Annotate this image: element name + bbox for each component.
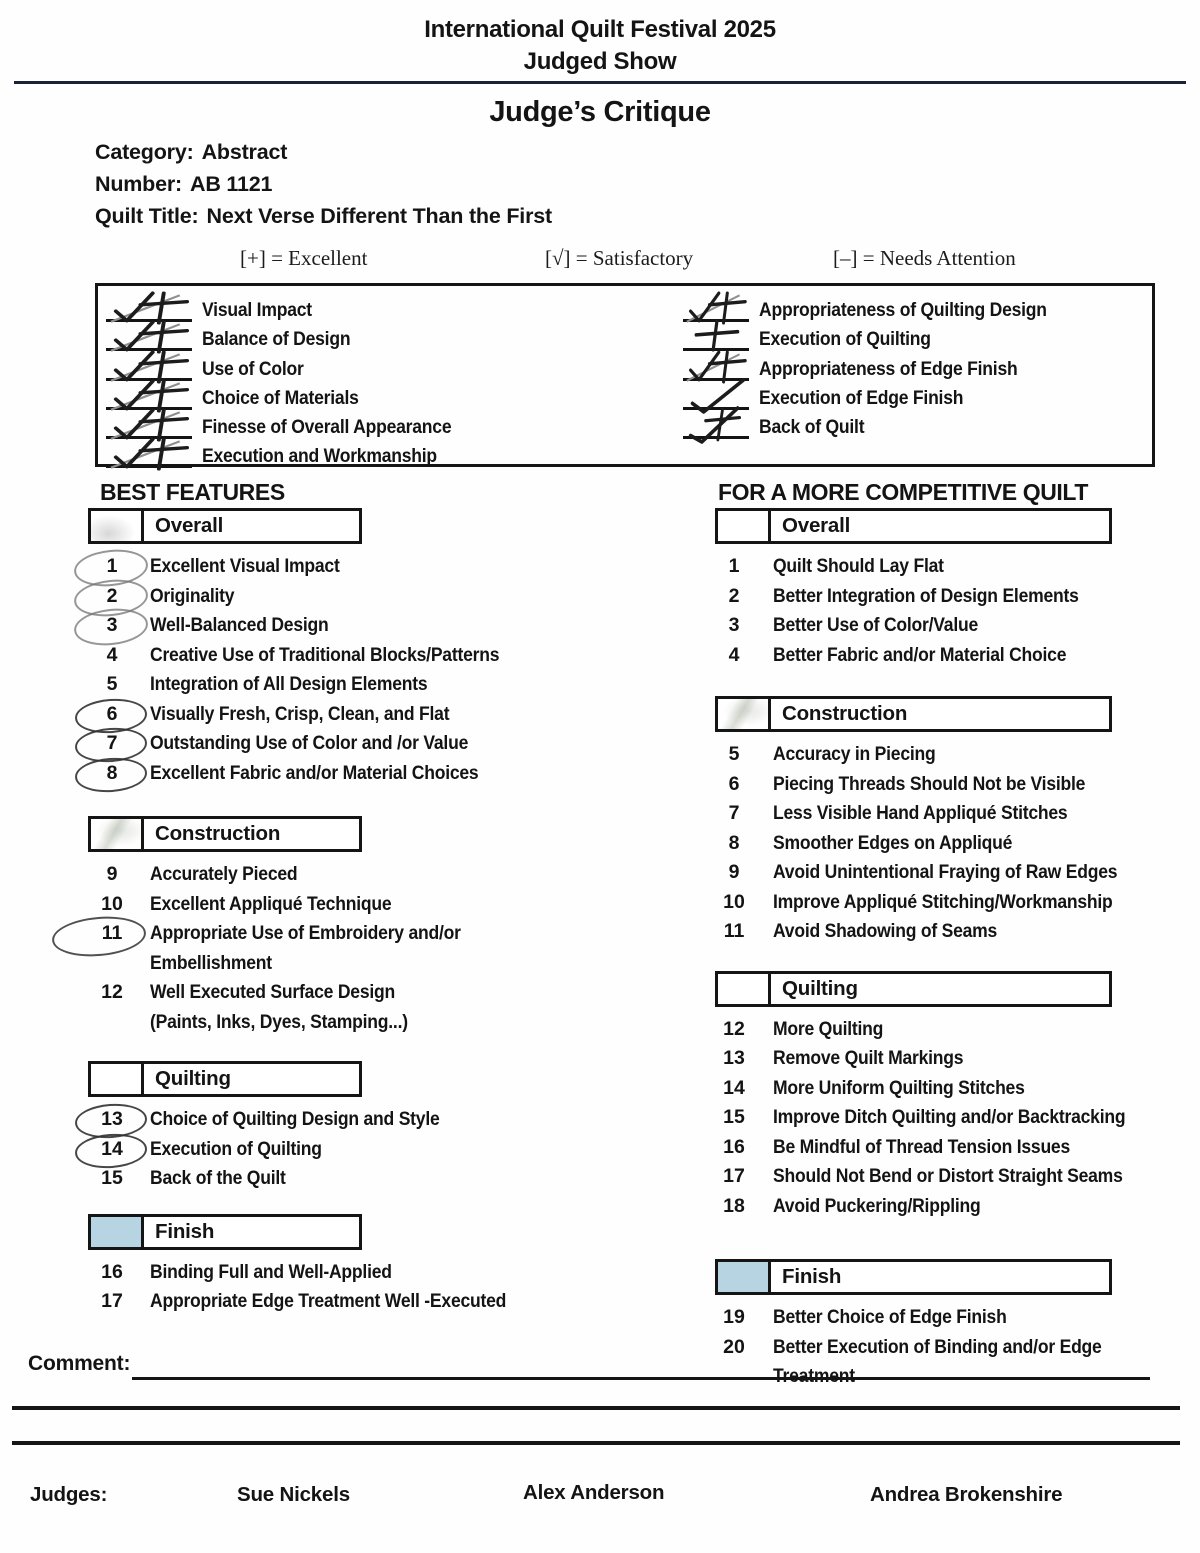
item-number: 12: [723, 1017, 745, 1040]
item-text: Outstanding Use of Color and /or Value: [150, 732, 469, 754]
section-name: Overall: [782, 514, 851, 537]
checklist-item[interactable]: [88, 670, 648, 700]
legend-needs-attention: [–] = Needs Attention: [833, 246, 1016, 270]
rating-row: [683, 293, 1079, 322]
rating-label: Appropriateness of Edge Finish: [759, 357, 1018, 380]
checklist-item[interactable]: [88, 582, 648, 612]
section-header-quilting: [88, 1061, 362, 1097]
checklist-item[interactable]: [88, 1105, 648, 1135]
item-number: [88, 1135, 136, 1165]
ratings-left-column: [106, 293, 479, 468]
handwritten-circle: 2: [88, 582, 136, 612]
rating-mark-field[interactable]: [106, 443, 192, 468]
legend-satisfactory: [√] = Satisfactory: [545, 246, 694, 270]
item-number: 8: [728, 831, 740, 854]
item-text: Improve Appliqué Stitching/Workmanship: [773, 890, 1113, 913]
item-number: 16: [101, 1260, 123, 1283]
item-number: 4: [728, 643, 740, 666]
rating-mark-field[interactable]: [683, 414, 749, 439]
item-text: Better Use of Color/Value: [773, 614, 979, 636]
rating-row: [683, 381, 1079, 410]
section-name: Overall: [155, 514, 224, 537]
rating-label: Execution and Workmanship: [202, 445, 437, 468]
item-number: [88, 552, 136, 582]
section-name: Quilting: [155, 1067, 231, 1090]
checklist-item[interactable]: [715, 1044, 1195, 1074]
item-text: Should Not Bend or Distort Straight Seams: [773, 1165, 1123, 1187]
festival-title: International Quilt Festival 2025: [424, 16, 776, 43]
rating-row: [106, 439, 479, 468]
item-number: 5: [106, 673, 118, 695]
section-items: [715, 1015, 1195, 1222]
checklist-item[interactable]: [88, 611, 648, 641]
checklist-item[interactable]: [715, 1103, 1195, 1133]
section-header-quilting: [715, 971, 1112, 1007]
page-title: Judge’s Critique: [489, 96, 711, 128]
item-text: Better Execution of Binding and/or Edge Treatment: [773, 1335, 1102, 1387]
section-name: Finish: [155, 1219, 215, 1243]
show-subtitle: Judged Show: [523, 48, 677, 75]
rating-row: [683, 322, 1079, 351]
comment-label: Comment:: [28, 1352, 131, 1375]
handwritten-circle: 11: [88, 919, 136, 949]
item-text: Better Integration of Design Elements: [773, 584, 1079, 607]
comment-line-3[interactable]: [12, 1441, 1180, 1445]
item-number: 11: [723, 920, 745, 942]
quilt-title-line: [95, 204, 552, 229]
item-text: Quilt Should Lay Flat: [773, 555, 944, 577]
section-items: [88, 552, 648, 788]
rating-row: [106, 322, 479, 351]
checklist-item[interactable]: [715, 888, 1195, 918]
check-plus-mark-icon: [106, 436, 192, 472]
checklist-item[interactable]: [88, 1135, 648, 1165]
section-header-construction: [715, 696, 1112, 732]
section-items: [88, 1105, 648, 1194]
checklist-item[interactable]: [715, 552, 1195, 582]
checklist-item[interactable]: [88, 978, 648, 1037]
checklist-item[interactable]: [88, 1164, 648, 1194]
item-text: Better Choice of Edge Finish: [773, 1306, 1007, 1328]
section-checkbox[interactable]: [718, 699, 771, 729]
number-value: AB 1121: [190, 172, 273, 196]
handwritten-circle: 13: [88, 1105, 136, 1135]
rating-label: Back of Quilt: [759, 415, 865, 438]
item-number: [88, 582, 136, 612]
ratings-box: [95, 283, 1155, 467]
item-text: Remove Quilt Markings: [773, 1047, 964, 1069]
rating-row: [683, 410, 1079, 439]
item-number: 9: [106, 863, 118, 885]
checklist-item[interactable]: [715, 858, 1195, 888]
checklist-item[interactable]: [88, 1258, 648, 1288]
rating-label: Appropriateness of Quilting Design: [759, 299, 1047, 322]
checklist-item[interactable]: [715, 1015, 1195, 1045]
item-text: Avoid Unintentional Fraying of Raw Edges: [773, 861, 1118, 883]
item-number: 19: [723, 1306, 745, 1328]
checklist-item[interactable]: [715, 582, 1195, 612]
section-header-overall: [715, 508, 1112, 544]
item-number: 3: [728, 614, 740, 636]
item-number: 6: [728, 772, 740, 795]
section-header-construction: [88, 816, 362, 852]
category-label: Category:: [95, 140, 194, 164]
item-text: Choice of Quilting Design and Style: [150, 1108, 440, 1130]
item-number: 15: [723, 1106, 745, 1128]
quilt-title-value: Next Verse Different Than the First: [206, 204, 552, 228]
checklist-item[interactable]: [88, 890, 648, 920]
checklist-item[interactable]: [715, 641, 1195, 671]
item-number: 17: [723, 1165, 745, 1187]
section-checkbox[interactable]: [718, 974, 771, 1004]
item-text: Be Mindful of Thread Tension Issues: [773, 1135, 1071, 1158]
item-text: Originality: [150, 584, 235, 607]
section-header-finish: [715, 1259, 1112, 1295]
item-text: Well-Balanced Design: [150, 614, 329, 636]
handwritten-circle: 14: [88, 1135, 136, 1165]
section-items: [715, 552, 1195, 670]
item-text: More Uniform Quilting Stitches: [773, 1076, 1025, 1099]
item-text: Execution of Quilting: [150, 1137, 322, 1160]
legend-excellent: [+] = Excellent: [240, 246, 368, 270]
item-text: Appropriate Edge Treatment Well -Executed: [150, 1290, 507, 1312]
checklist-item[interactable]: [88, 919, 648, 978]
item-number: 15: [101, 1167, 123, 1189]
item-text: Avoid Shadowing of Seams: [773, 920, 998, 942]
item-text: Excellent Visual Impact: [150, 555, 340, 577]
checklist-item[interactable]: [715, 799, 1195, 829]
checklist-item[interactable]: [715, 917, 1195, 947]
handwritten-circle: 3: [88, 611, 136, 641]
handwritten-circle: 1: [88, 552, 136, 582]
judges-label: Judges:: [30, 1483, 108, 1506]
section-checkbox[interactable]: [718, 1262, 771, 1292]
rating-label: Visual Impact: [202, 299, 312, 322]
item-number: 20: [723, 1335, 745, 1358]
checklist-item[interactable]: [715, 740, 1195, 770]
item-number: [88, 759, 136, 789]
item-text: More Quilting: [773, 1017, 884, 1040]
item-text: Excellent Fabric and/or Material Choices: [150, 761, 479, 784]
rating-label: Use of Color: [202, 357, 304, 380]
best-features-column: [88, 508, 648, 1317]
checklist-item[interactable]: [715, 1133, 1195, 1163]
category-line: [95, 140, 287, 165]
section-checkbox[interactable]: [91, 511, 144, 541]
rating-label: Finesse of Overall Appearance: [202, 415, 452, 438]
section-header-overall: [88, 508, 362, 544]
item-text: Appropriate Use of Embroidery and/or Embellishment: [150, 922, 461, 974]
item-text: Improve Ditch Quilting and/or Backtracking: [773, 1106, 1126, 1128]
checklist-item[interactable]: [88, 552, 648, 582]
item-text: Less Visible Hand Appliqué Stitches: [773, 802, 1068, 824]
item-text: Creative Use of Traditional Blocks/Patterns: [150, 643, 500, 666]
item-text: Better Fabric and/or Material Choice: [773, 643, 1067, 666]
section-items: [88, 860, 648, 1037]
item-number: 12: [101, 981, 123, 1003]
section-checkbox[interactable]: [91, 1064, 144, 1094]
section-checkbox[interactable]: [91, 1217, 144, 1247]
item-text: Accuracy in Piecing: [773, 743, 936, 765]
section-name: Construction: [782, 702, 908, 725]
checklist-item[interactable]: [715, 829, 1195, 859]
competitive-heading: FOR A MORE COMPETITIVE QUILT: [718, 479, 1088, 505]
item-number: 16: [723, 1135, 745, 1158]
handwritten-circle: 7: [88, 729, 136, 759]
rating-row: [106, 410, 479, 439]
item-number: [88, 1105, 136, 1135]
section-items: [715, 740, 1195, 947]
section-name: Construction: [155, 822, 281, 845]
item-number: 1: [728, 555, 740, 577]
item-number: 14: [723, 1076, 745, 1099]
ratings-right-column: [683, 293, 1079, 439]
checklist-item[interactable]: [715, 1074, 1195, 1104]
item-text: Binding Full and Well-Applied: [150, 1260, 392, 1283]
best-features-heading: BEST FEATURES: [100, 479, 285, 505]
section-name: Finish: [782, 1265, 842, 1288]
item-text: Piecing Threads Should Not be Visible: [773, 772, 1086, 795]
checklist-item[interactable]: [88, 641, 648, 671]
competitive-column: [715, 508, 1195, 1392]
item-number: 10: [101, 892, 123, 915]
item-number: 17: [101, 1290, 123, 1312]
rating-label: Balance of Design: [202, 328, 351, 351]
judge-name-2: Alex Anderson: [523, 1481, 665, 1504]
item-number: 9: [728, 861, 740, 883]
comment-input-line[interactable]: [132, 1355, 1150, 1380]
rating-label: Execution of Quilting: [759, 328, 931, 351]
checklist-item[interactable]: [88, 700, 648, 730]
handwritten-circle: 8: [88, 759, 136, 789]
item-number: 13: [723, 1047, 745, 1069]
checklist-item[interactable]: [88, 860, 648, 890]
item-number: [88, 611, 136, 641]
category-value: Abstract: [201, 140, 288, 164]
rating-row: [683, 351, 1079, 380]
rating-label: Execution of Edge Finish: [759, 386, 964, 409]
number-label: Number:: [95, 172, 182, 196]
item-number: 2: [728, 584, 740, 607]
item-text: Excellent Appliqué Technique: [150, 892, 392, 915]
section-name: Quilting: [782, 976, 858, 1000]
rating-row: [106, 351, 479, 380]
item-number: 7: [728, 802, 740, 824]
check-plus-big-mark-icon: [683, 407, 749, 443]
section-checkbox[interactable]: [91, 819, 144, 849]
checklist-item[interactable]: [88, 1287, 648, 1317]
checklist-item[interactable]: [88, 759, 648, 789]
item-text: Integration of All Design Elements: [150, 673, 428, 695]
item-text: Visually Fresh, Crisp, Clean, and Flat: [150, 702, 450, 725]
item-number: [88, 729, 136, 759]
item-number: [88, 700, 136, 730]
rating-row: [106, 293, 479, 322]
rating-label: Choice of Materials: [202, 386, 359, 409]
section-header-finish: [88, 1214, 362, 1250]
item-number: 18: [723, 1194, 745, 1217]
item-text: Accurately Pieced: [150, 863, 298, 885]
checklist-item[interactable]: [88, 729, 648, 759]
handwritten-circle: 6: [88, 700, 136, 730]
item-text: Smoother Edges on Appliqué: [773, 831, 1013, 854]
item-number: 10: [723, 890, 745, 913]
section-checkbox[interactable]: [718, 511, 771, 541]
item-text: Back of the Quilt: [150, 1167, 286, 1189]
checklist-item[interactable]: [715, 770, 1195, 800]
rating-row: [106, 381, 479, 410]
item-number: 5: [728, 743, 740, 765]
checklist-item[interactable]: [715, 1303, 1195, 1333]
item-text: Well Executed Surface Design (Paints, Inks, Dyes, Stamping...): [150, 981, 408, 1033]
quilt-title-label: Quilt Title:: [95, 204, 199, 228]
item-number: 4: [106, 643, 118, 666]
section-items: [88, 1258, 648, 1317]
checklist-item[interactable]: [715, 1192, 1195, 1222]
judge-name-1: Sue Nickels: [237, 1483, 350, 1506]
checklist-item[interactable]: [715, 1162, 1195, 1192]
checklist-item[interactable]: [715, 611, 1195, 641]
header-divider-line: [14, 81, 1186, 84]
judge-name-3: Andrea Brokenshire: [870, 1483, 1063, 1506]
item-text: Avoid Puckering/Rippling: [773, 1194, 981, 1217]
item-number: [88, 919, 136, 949]
number-line: [95, 172, 272, 197]
comment-line-2[interactable]: [12, 1406, 1180, 1410]
